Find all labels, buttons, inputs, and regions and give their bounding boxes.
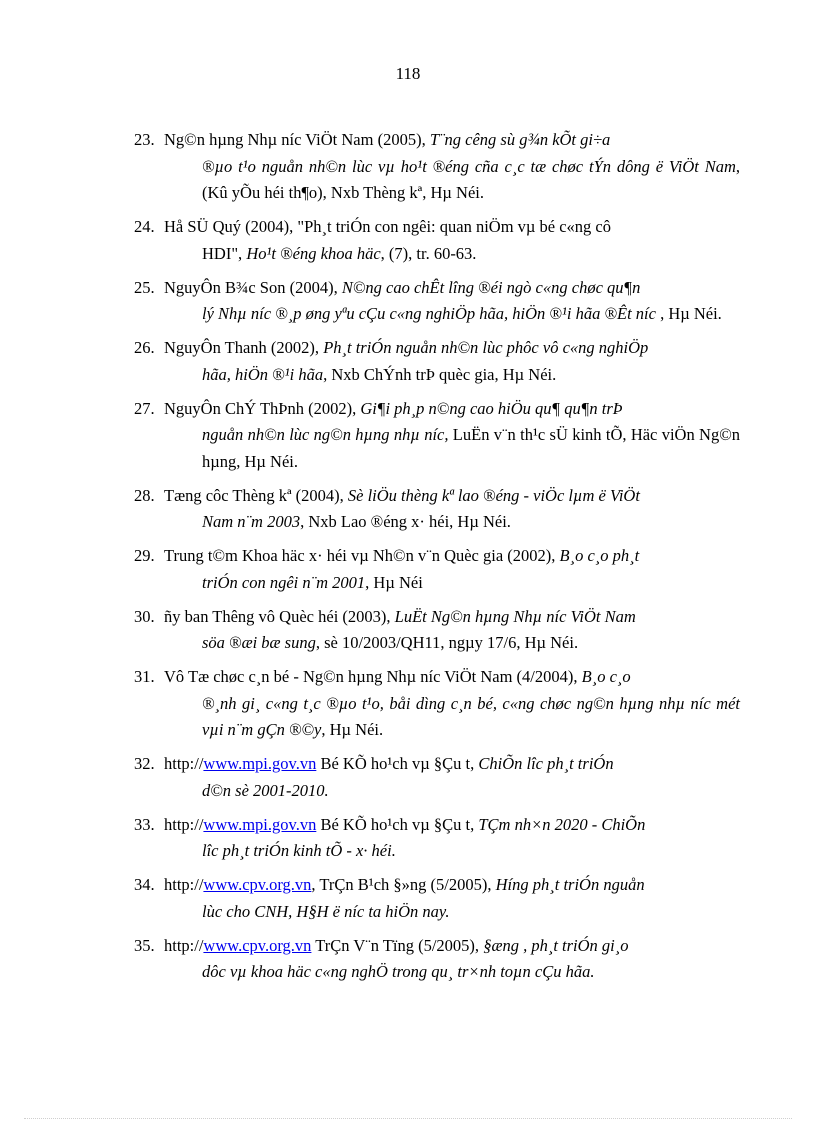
reference-link[interactable]: www.cpv.org.vn bbox=[203, 875, 312, 894]
reference-publisher: , sè 10/2003/QH11, ngµy 17/6, Hµ Néi. bbox=[315, 633, 579, 652]
reference-title-cont: d©n sè 2001-2010. bbox=[202, 780, 329, 800]
reference-title: TÇm nh×n 2020 - ChiÕn bbox=[478, 814, 646, 834]
reference-item bbox=[134, 812, 740, 865]
reference-item bbox=[134, 604, 740, 657]
reference-journal: Ho¹t ®éng khoa häc bbox=[246, 243, 381, 263]
reference-publisher: , Hµ Néi bbox=[365, 572, 423, 592]
page-number: 118 bbox=[395, 64, 421, 83]
reference-title: T¨ng cêng sù g¾n kÕt gi÷a bbox=[429, 130, 611, 149]
reference-text: NguyÔn ChÝ ThÞnh (2002), bbox=[164, 398, 361, 418]
reference-title-cont: triÓn con ngêi n¨m 2001 bbox=[202, 572, 366, 592]
reference-item bbox=[134, 664, 740, 744]
reference-publisher: , (Kû yÕu héi th¶o), Nxb Thèng kª, Hµ Néi. bbox=[202, 156, 740, 202]
reference-text: Tæng côc Thèng kª (2004), bbox=[164, 485, 348, 505]
reference-text: Ng©n hµng Nhµ níc ViÖt Nam (2005), bbox=[164, 130, 430, 149]
reference-number: 27. bbox=[134, 398, 155, 418]
reference-item bbox=[134, 214, 740, 267]
reference-item bbox=[134, 335, 740, 388]
reference-item bbox=[134, 127, 740, 207]
reference-number: 24. bbox=[134, 217, 155, 236]
reference-text-cont: HDI", bbox=[202, 243, 247, 263]
reference-number: 28. bbox=[134, 485, 155, 505]
reference-title-cont: nguån nh©n lùc ng©n hµng nhµ níc, bbox=[202, 425, 449, 444]
reference-text: Trung t©m Khoa häc x· héi vµ Nh©n v¨n Quèc gia (2002), bbox=[164, 546, 560, 565]
reference-publisher: , (7), tr. 60-63. bbox=[380, 243, 477, 263]
reference-title-cont: dôc vµ khoa häc c«ng nghÖ trong qu¸ tr×nh toµn cÇu hãa. bbox=[202, 962, 595, 981]
reference-item bbox=[134, 933, 740, 986]
reference-title: Híng ph¸t triÓn nguån bbox=[495, 875, 645, 894]
reference-number: 25. bbox=[134, 277, 155, 297]
reference-link[interactable]: www.cpv.org.vn bbox=[203, 935, 312, 955]
reference-item bbox=[134, 483, 740, 536]
reference-title: Ph¸t triÓn nguån nh©n lùc phôc vô c«ng nghiÖp bbox=[323, 338, 649, 357]
reference-number: 33. bbox=[134, 814, 155, 834]
reference-title: ChiÕn lîc ph¸t triÓn bbox=[478, 754, 614, 773]
reference-number: 32. bbox=[134, 754, 155, 773]
reference-title-cont: lùc cho CNH, H§H ë níc ta hiÖn nay. bbox=[202, 901, 450, 921]
reference-title: N©ng cao chÊt lîng ®éi ngò c«ng chøc qu¶n bbox=[341, 277, 641, 297]
reference-title-cont: lý Nhµ níc ®¸p øng yªu cÇu c«ng nghiÖp hãa, hiÖn ®¹i hãa ®Êt níc bbox=[202, 304, 656, 323]
reference-item bbox=[134, 543, 740, 596]
reference-text: Hå SÜ Quý (2004), "Ph¸t triÓn con ngêi: quan niÖm vµ bé c«ng cô bbox=[164, 217, 612, 236]
reference-number: 29. bbox=[134, 546, 155, 565]
reference-title-cont: Nam n¨m 2003 bbox=[202, 512, 301, 531]
reference-number: 26. bbox=[134, 338, 155, 357]
reference-title-cont: ®¸nh gi¸ c«ng t¸c ®µo t¹o, båi dìng c¸n bé, c«ng chøc ng©n hµng nhµ níc mét vµi n¨m gÇn ®©y bbox=[202, 693, 740, 739]
reference-item bbox=[134, 751, 740, 804]
reference-text: NguyÔn B¾c Son (2004), bbox=[164, 277, 342, 297]
reference-number: 23. bbox=[134, 130, 155, 149]
reference-link[interactable]: www.mpi.gov.vn bbox=[203, 754, 317, 773]
reference-title-cont: ®µo t¹o nguån nh©n lùc vµ ho¹t ®éng cña c¸c tæ chøc tÝn dông ë ViÖt Nam bbox=[202, 156, 736, 176]
reference-text: http:// bbox=[164, 875, 204, 894]
reference-title: B¸o c¸o ph¸t bbox=[559, 546, 640, 565]
reference-list bbox=[134, 127, 740, 993]
page-bottom-rule bbox=[24, 1118, 792, 1119]
reference-text-after-link: Bé KÕ ho¹ch vµ §Çu t, bbox=[316, 754, 479, 773]
reference-title: §æng , ph¸t triÓn gi¸o bbox=[483, 935, 629, 955]
reference-title: B¸o c¸o bbox=[581, 667, 631, 686]
reference-text: http:// bbox=[164, 754, 204, 773]
reference-item bbox=[134, 396, 740, 476]
reference-title-cont: söa ®æi bæ sung bbox=[202, 633, 316, 652]
reference-number: 34. bbox=[134, 875, 155, 894]
reference-publisher: , Hµ Néi. bbox=[655, 304, 722, 323]
reference-title: Sè liÖu thèng kª lao ®éng - viÖc lµm ë ViÖt bbox=[347, 485, 640, 505]
reference-text-after-link: TrÇn V¨n Tïng (5/2005), bbox=[311, 935, 484, 955]
reference-number: 30. bbox=[134, 606, 155, 626]
reference-title: Gi¶i ph¸p n©ng cao hiÖu qu¶ qu¶n trÞ bbox=[360, 398, 623, 418]
reference-publisher: , Hµ Néi. bbox=[321, 720, 384, 739]
reference-text-after-link: Bé KÕ ho¹ch vµ §Çu t, bbox=[316, 814, 479, 834]
reference-number: 31. bbox=[134, 667, 155, 686]
reference-number: 35. bbox=[134, 935, 155, 955]
reference-link[interactable]: www.mpi.gov.vn bbox=[203, 814, 317, 834]
reference-publisher: , Nxb Lao ®éng x· héi, Hµ Néi. bbox=[300, 512, 511, 531]
reference-title-cont: lîc ph¸t triÓn kinh tÕ - x· héi. bbox=[202, 841, 396, 860]
reference-text: Vô Tæ chøc c¸n bé - Ng©n hµng Nhµ níc ViÖt Nam (4/2004), bbox=[164, 667, 582, 686]
reference-text-after-link: , TrÇn B¹ch §»ng (5/2005), bbox=[311, 875, 496, 894]
reference-title-cont: hãa, hiÖn ®¹i hãa bbox=[202, 364, 324, 384]
reference-publisher: , Nxb ChÝnh trÞ quèc gia, Hµ Néi. bbox=[323, 364, 557, 384]
reference-item bbox=[134, 275, 740, 328]
reference-publisher: LuËn v¨n th¹c sÜ kinh tÕ, Häc viÖn Ng©n hµng, Hµ Néi. bbox=[202, 425, 740, 471]
reference-text: http:// bbox=[164, 814, 204, 834]
reference-title: LuËt Ng©n hµng Nhµ níc ViÖt Nam bbox=[394, 606, 636, 626]
reference-text: ñy ban Thêng vô Quèc héi (2003), bbox=[164, 606, 395, 626]
reference-text: http:// bbox=[164, 935, 204, 955]
reference-item bbox=[134, 872, 740, 925]
reference-text: NguyÔn Thanh (2002), bbox=[164, 338, 324, 357]
